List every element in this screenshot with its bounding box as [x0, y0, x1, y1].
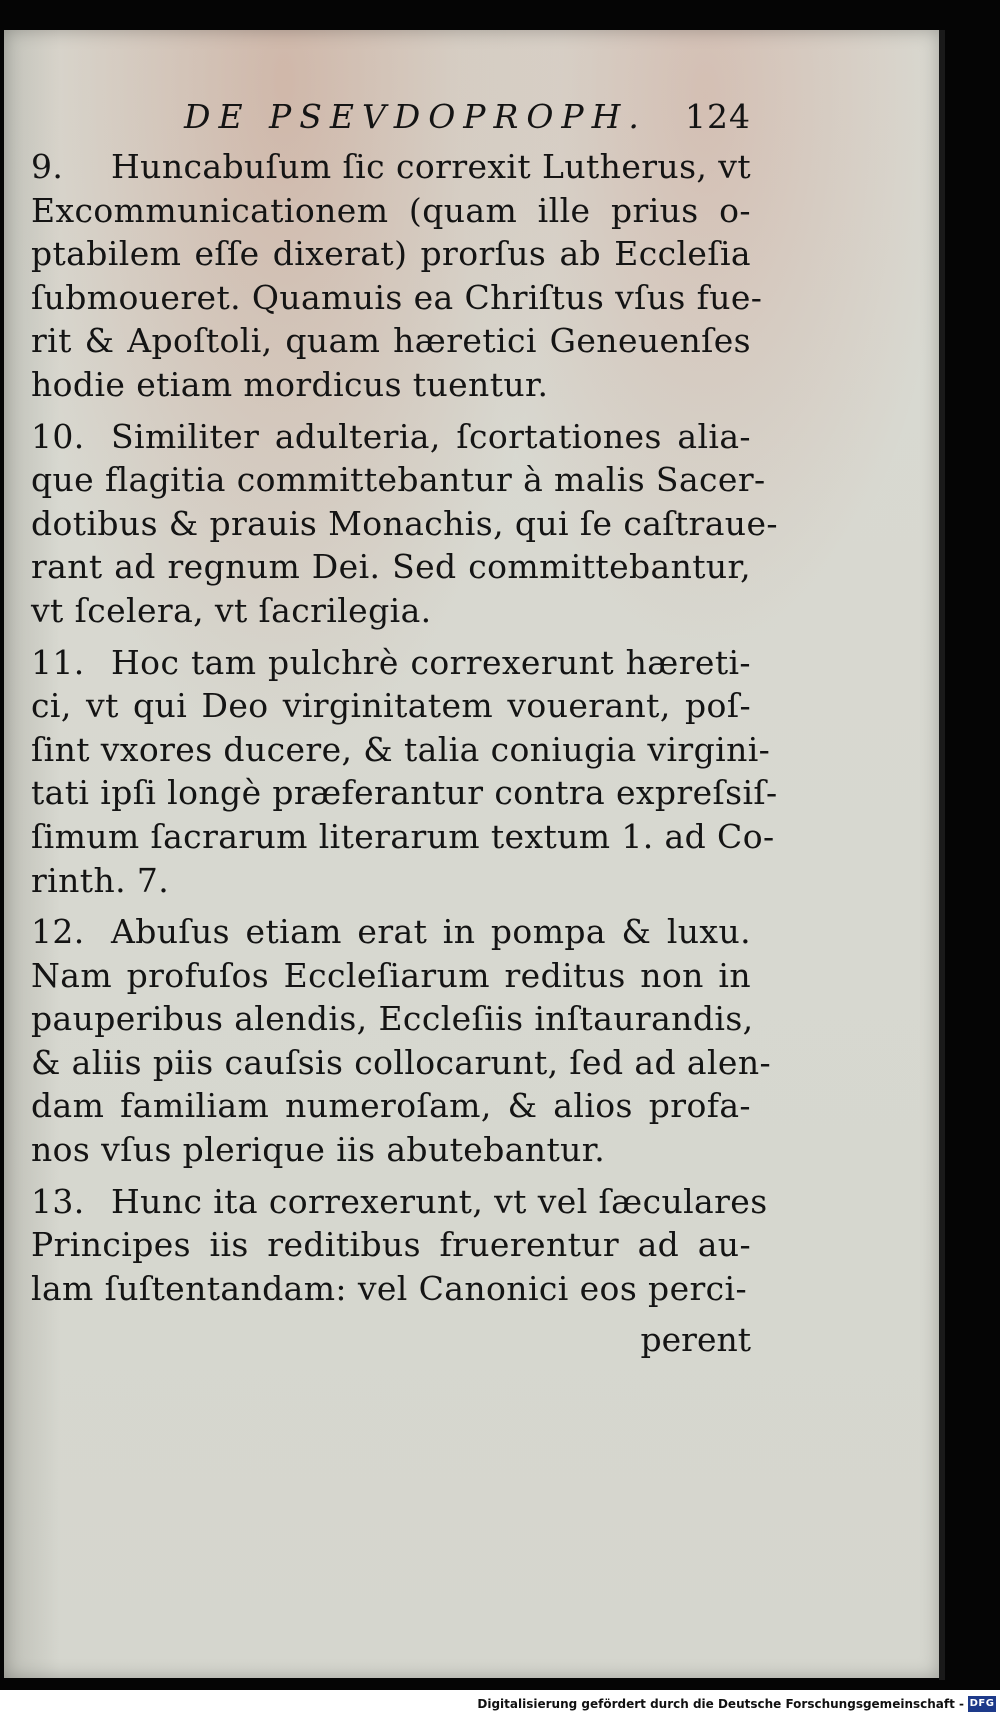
paragraph-list [31, 145, 778, 1310]
line-text: ſint vxores ducere, & talia coniugia virgini- [31, 729, 771, 769]
footer-bar [0, 1690, 1000, 1715]
line-text: & aliis piis cauſsis collocarunt, ſed ad alen- [31, 1042, 772, 1082]
text-line [31, 458, 766, 502]
line-text: hodie etiam mordicus tuentur. [31, 364, 549, 404]
text-line [31, 1128, 751, 1172]
page-edge [939, 30, 945, 1680]
line-text: rit & Apoſtoli, quam hæretici Geneuenſes [31, 321, 751, 361]
text-line [31, 1180, 768, 1224]
paragraph [31, 641, 778, 903]
line-text: Principes iis reditibus fruerentur ad au- [31, 1225, 751, 1265]
text-line [31, 589, 751, 633]
line-text: ſimum ſacrarum literarum textum 1. ad Co- [31, 816, 775, 856]
text-line [31, 232, 751, 276]
paragraph-number: 11. [31, 642, 85, 682]
text-line [31, 319, 751, 363]
line-text: dam familiam numeroſam, & alios profa- [31, 1086, 751, 1126]
text-line [31, 859, 751, 903]
text-line [31, 415, 751, 459]
line-text: Abuſus etiam erat in pompa & luxu. [111, 912, 751, 952]
line-text: Hoc tam pulchrè correxerunt hæreti- [111, 642, 751, 682]
page-number: 124 [685, 97, 751, 136]
paragraph-number: 9. [31, 147, 64, 186]
line-text: Huncabuſum ſic correxit Lutherus, vt [111, 147, 751, 186]
line-text: Similiter adulteria, ſcortationes alia- [111, 416, 751, 456]
text-line [31, 545, 751, 589]
line-text: nos vſus plerique iis abutebantur. [31, 1130, 606, 1170]
text-line [31, 815, 775, 859]
text-line [31, 145, 751, 189]
text-line [31, 363, 751, 407]
line-text: Excommunicationem (quam ille prius o- [31, 190, 751, 230]
text-line [31, 502, 778, 546]
paragraph [31, 1180, 768, 1311]
text-line [31, 910, 751, 954]
line-text: tati ipſi longè præferantur contra expreſsiſ- [31, 773, 778, 813]
line-text: pauperibus alendis, Eccleſiis inſtaurandis, [31, 999, 754, 1039]
line-text: ſubmoueret. Quamuis ea Chriſtus vſus fue- [31, 277, 763, 317]
text-line [31, 997, 754, 1041]
page-text [31, 95, 778, 1361]
line-text: que flagitia committebantur à malis Sacer- [31, 460, 766, 500]
text-line [31, 728, 771, 772]
line-text: Nam profuſos Eccleſiarum reditus non in [31, 955, 751, 995]
line-text: rinth. 7. [31, 860, 170, 900]
running-title: DE PSEVDOPROPH. [184, 97, 647, 136]
text-line [31, 684, 751, 728]
paragraph [31, 415, 778, 633]
paragraph [31, 910, 772, 1172]
running-head [31, 95, 751, 139]
text-line [31, 189, 751, 233]
line-text: Hunc ita correxerunt, vt vel ſæculares [111, 1181, 768, 1221]
text-line [31, 954, 751, 998]
line-text: rant ad regnum Dei. Sed committebantur, [31, 547, 751, 587]
paragraph-number: 12. [31, 912, 85, 952]
text-line [31, 1041, 772, 1085]
line-text: vt ſcelera, vt ſacrilegia. [31, 590, 432, 630]
dfg-logo-icon: DFG [968, 1696, 996, 1712]
line-text: lam ſuſtentandam: vel Canonici eos perci- [31, 1268, 748, 1308]
paragraph [31, 145, 763, 407]
text-line [31, 771, 778, 815]
catchword: perent [640, 1320, 751, 1360]
paragraph-number: 13. [31, 1181, 85, 1221]
text-line [31, 1084, 751, 1128]
line-text: ci, vt qui Deo virginitatem vouerant, poſ- [31, 686, 751, 726]
footer-credit: Digitalisierung gefördert durch die Deutsche Forschungsgemeinschaft - [477, 1697, 964, 1711]
text-line [31, 1223, 751, 1267]
text-line [31, 276, 763, 320]
paragraph-number: 10. [31, 416, 85, 456]
line-text: ptabilem eſſe dixerat) prorſus ab Eccleſia [31, 234, 751, 274]
text-line [31, 641, 751, 685]
text-line [31, 1267, 751, 1311]
line-text: dotibus & prauis Monachis, qui ſe caſtraue- [31, 503, 778, 543]
